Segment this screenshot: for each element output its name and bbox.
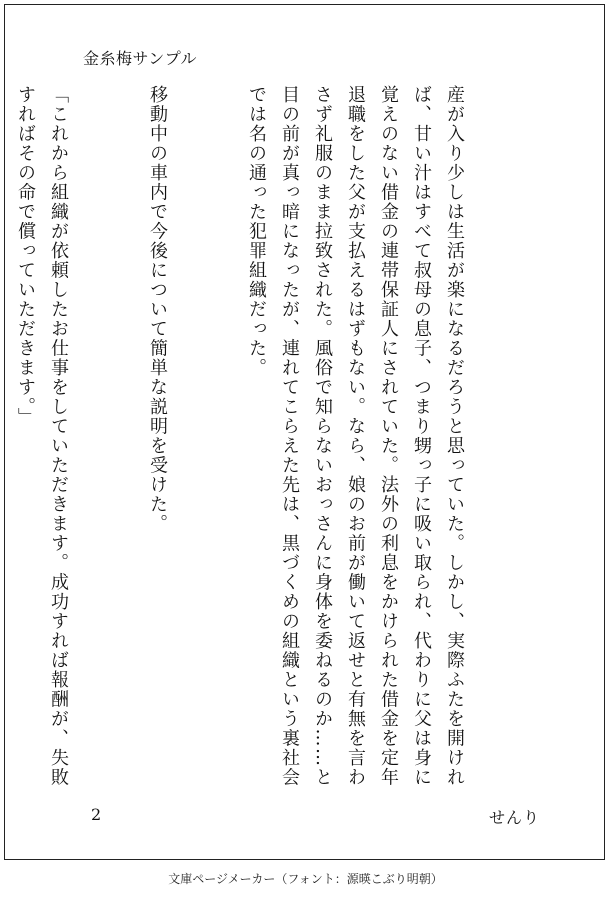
tool-caption: 文庫ページメーカー（フォント：源暎こぶり明朝） — [168, 872, 443, 886]
paragraph: 産が入り少しは生活が楽になるだろうと思っていた。しかし、実際ふたを開けれ ば、甘い汁はすべて叔母の息子、つまり甥っ子に吸い取られ、代わりに父は身に 覚えのない借金の連帯保証人にされていた。法外の利息をかけられた借金を定年 退職をした父が支払えるはずもない。なら、娘のお前が働いて返せと有無を言わ さず礼服のまま拉致された。風俗で知らないおっさんに身体を委ねるのか……と 目の前が真っ暗になったが、連れてこらえた先は、黒づくめの組織という裏社会 では名の通った犯罪組織だった。 — [246, 85, 465, 787]
page-frame — [4, 4, 605, 860]
paragraph: 移動中の車内で今後について簡単な説明を受けた。 — [147, 85, 168, 534]
page-number: 2 — [91, 805, 102, 824]
paragraph: 「これから組織が依頼したお仕事をしていただきます。成功すれば報酬が、失敗 すればその命で償っていただきます。」 — [15, 85, 69, 787]
page-header-title: 金糸梅サンプル — [83, 49, 198, 68]
body-text — [0, 85, 537, 787]
author-name: せんり — [489, 808, 541, 827]
